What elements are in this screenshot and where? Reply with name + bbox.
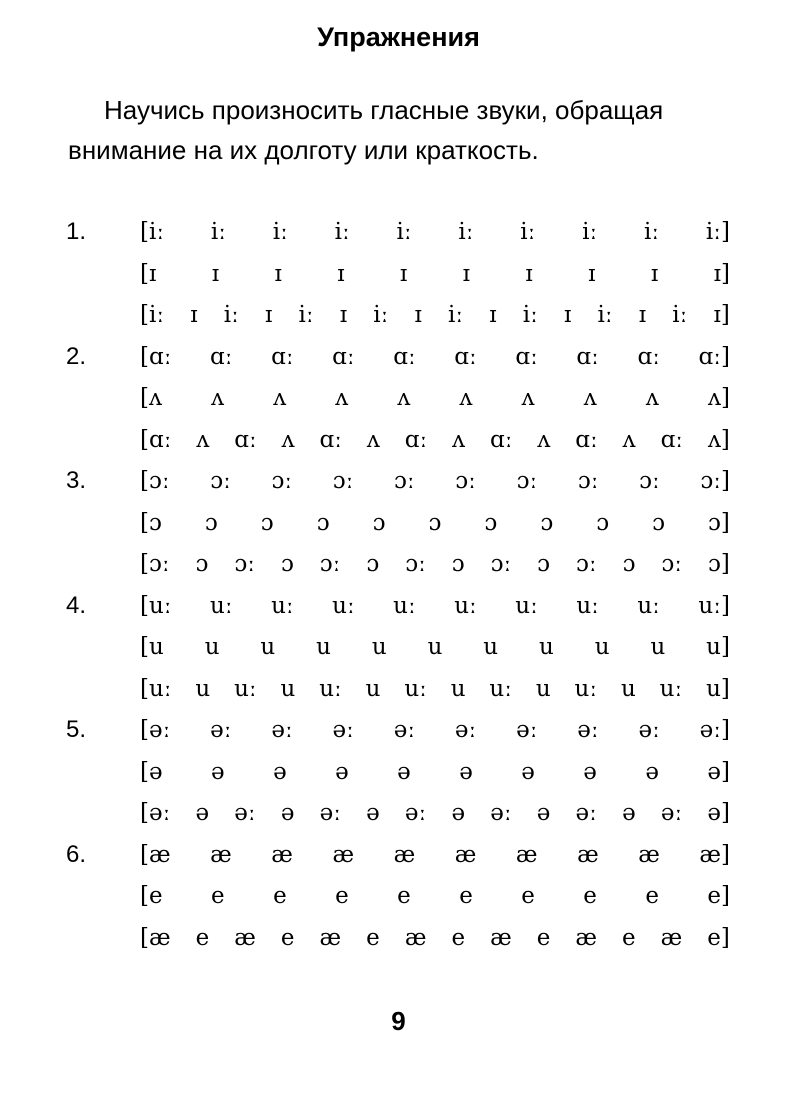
phonetic-symbol: ə xyxy=(536,800,551,826)
phonetic-symbol: əː xyxy=(319,800,341,826)
page-title: Упражнения xyxy=(317,22,480,52)
exercise-number: 4. xyxy=(66,591,87,619)
phonetic-symbol: [ɑː xyxy=(140,426,172,453)
phonetic-symbol: æ xyxy=(575,924,597,951)
phonetic-symbol: ɪ xyxy=(264,302,273,328)
phonetic-symbol: iː] xyxy=(705,219,730,245)
phonetic-symbol: ə xyxy=(211,758,225,785)
phonetic-symbol: ɑː xyxy=(319,426,342,453)
phonetic-symbol: ɔ xyxy=(622,551,636,577)
phonetic-symbol: ə xyxy=(335,758,349,785)
phonetic-symbol: ɪ xyxy=(339,302,348,328)
phonetic-symbol: əː xyxy=(575,800,597,826)
phonetic-symbol: [ʌ xyxy=(140,385,162,411)
phonetic-symbol: æ xyxy=(577,841,599,868)
phonetic-symbol: uː xyxy=(576,592,599,619)
phonetic-symbol: ɑː xyxy=(515,343,538,370)
phonetic-symbol: u] xyxy=(706,675,730,702)
phonetic-symbol: æ xyxy=(404,924,427,951)
phonetic-symbol: əː xyxy=(332,717,354,743)
phonetic-symbol: ʌ xyxy=(583,385,597,411)
phonetic-symbol: [ɑː xyxy=(140,343,172,370)
transcription-line xyxy=(140,503,730,543)
transcription-line xyxy=(140,461,730,501)
phonetic-symbol: əː xyxy=(490,800,512,826)
phonetic-symbol: æ xyxy=(660,924,683,951)
phonetic-symbol: ɔ xyxy=(195,551,209,577)
phonetic-symbol: ə xyxy=(397,758,411,785)
transcription-line xyxy=(140,544,730,584)
phonetic-symbol: u xyxy=(195,675,211,702)
phonetic-symbol: uː xyxy=(210,592,233,619)
phonetic-symbol: əː xyxy=(271,717,293,743)
phonetic-symbol: ə xyxy=(583,758,597,785)
phonetic-symbol: ə xyxy=(459,758,473,785)
phonetic-symbol: ɑː xyxy=(332,343,355,370)
phonetic-symbol: ɔː xyxy=(455,468,476,494)
transcription-line xyxy=(140,420,730,460)
transcription-line xyxy=(140,254,730,294)
phonetic-symbol: [iː xyxy=(140,219,165,245)
transcription-line xyxy=(140,793,730,833)
phonetic-symbol: əː xyxy=(234,800,256,826)
phonetic-symbol: ə xyxy=(280,800,295,826)
phonetic-symbol: ɪ xyxy=(650,260,659,287)
phonetic-symbol: e xyxy=(366,924,380,951)
exercise-number: 1. xyxy=(66,218,87,245)
phonetic-symbol: əː xyxy=(393,717,416,743)
phonetic-symbol: ɔː xyxy=(639,468,660,494)
phonetic-symbol: ɪ xyxy=(414,302,422,328)
phonetic-symbol: uː xyxy=(515,592,538,619)
phonetic-symbol: ɔː xyxy=(332,468,354,494)
page-number: 9 xyxy=(391,1006,406,1036)
phonetic-symbol: uː xyxy=(393,592,416,619)
phonetic-symbol: ɪ xyxy=(525,260,533,287)
phonetic-symbol: æ xyxy=(271,841,293,868)
phonetic-symbol: ɔ xyxy=(537,551,551,577)
phonetic-symbol: iː xyxy=(223,302,239,328)
phonetic-symbol: uː xyxy=(404,675,427,702)
phonetic-symbol: e] xyxy=(707,924,730,951)
phonetic-symbol: æ xyxy=(319,924,342,951)
phonetic-symbol: uː xyxy=(319,675,342,702)
phonetic-symbol: e xyxy=(280,924,295,951)
phonetic-symbol: ʌ xyxy=(397,385,411,411)
phonetic-symbol: iː xyxy=(458,219,474,245)
phonetic-symbol: [ɪ xyxy=(140,260,157,287)
phonetic-symbol: ɪ xyxy=(462,260,471,287)
phonetic-symbol: ə xyxy=(366,800,380,826)
phonetic-symbol: ʌ xyxy=(645,385,659,411)
phonetic-symbol: iː xyxy=(373,302,389,328)
phonetic-symbol: ɑː xyxy=(490,426,513,453)
phonetic-symbol: æ xyxy=(638,841,660,868)
phonetic-symbol: ɔː xyxy=(576,551,597,577)
transcription-line xyxy=(140,378,730,418)
phonetic-symbol: ɪ] xyxy=(713,260,730,287)
phonetic-symbol: ɪ] xyxy=(713,302,730,328)
phonetic-symbol: ʌ] xyxy=(707,426,730,453)
phonetic-symbol: ʌ xyxy=(459,385,473,411)
transcription-line xyxy=(140,337,730,377)
phonetic-symbol: ɪ xyxy=(563,302,572,328)
phonetic-symbol: u xyxy=(316,634,331,660)
phonetic-symbol: ɔ xyxy=(316,509,330,536)
phonetic-symbol: uː xyxy=(659,675,683,702)
phonetic-symbol: ɔː xyxy=(271,468,293,494)
phonetic-symbol: u] xyxy=(706,634,730,660)
phonetic-symbol: iː xyxy=(672,302,688,328)
phonetic-symbol: iː xyxy=(643,219,660,245)
phonetic-symbol: ɑː xyxy=(454,343,477,370)
phonetic-symbol: əː] xyxy=(699,717,730,743)
phonetic-symbol: iː xyxy=(447,302,464,328)
phonetic-symbol: ɔ] xyxy=(707,551,730,577)
phonetic-symbol: ɑː xyxy=(271,343,294,370)
transcription-line xyxy=(140,876,730,916)
phonetic-symbol: u xyxy=(371,634,387,660)
phonetic-symbol: uː xyxy=(489,675,512,702)
phonetic-symbol: ɔː xyxy=(405,551,426,577)
phonetic-symbol: ʌ] xyxy=(707,385,730,411)
phonetic-symbol: uː xyxy=(454,592,477,619)
phonetic-symbol: u xyxy=(204,634,220,660)
phonetic-symbol: u xyxy=(365,675,381,702)
phonetic-symbol: u xyxy=(650,634,666,660)
phonetic-symbol: e xyxy=(211,883,225,909)
phonetic-symbol: [æ xyxy=(140,924,171,951)
phonetic-symbol: iː xyxy=(520,219,536,245)
phonetic-symbol: ʌ xyxy=(196,426,210,453)
phonetic-symbol: [ɔː xyxy=(140,551,170,577)
phonetic-symbol: u xyxy=(535,675,551,702)
exercise-number: 3. xyxy=(66,467,87,494)
phonetic-symbol: ɔː xyxy=(394,468,415,494)
phonetic-symbol: ɪ xyxy=(399,260,408,287)
phonetic-symbol: e xyxy=(622,924,636,951)
phonetic-symbol: iː xyxy=(334,219,350,245)
phonetic-symbol: æ xyxy=(515,841,538,868)
phonetic-symbol: ɔ xyxy=(596,509,610,536)
phonetic-symbol: ɑː xyxy=(576,343,599,370)
phonetic-symbol: əː xyxy=(454,717,477,743)
phonetic-symbol: ɑː xyxy=(210,343,233,370)
transcription-line xyxy=(140,295,730,335)
transcription-line xyxy=(140,669,730,709)
transcription-line xyxy=(140,918,730,958)
phonetic-symbol: ɔː xyxy=(234,551,256,577)
phonetic-symbol: əː xyxy=(516,717,538,743)
phonetic-symbol: iː xyxy=(298,302,314,328)
phonetic-symbol: ɔː xyxy=(210,468,231,494)
phonetic-symbol: ə xyxy=(451,800,466,826)
phonetic-symbol: ɪ xyxy=(638,302,647,328)
phonetic-symbol: e xyxy=(397,883,411,909)
phonetic-symbol: [æ xyxy=(140,841,171,868)
phonetic-symbol: ɔ xyxy=(428,509,442,536)
phonetic-symbol: æ xyxy=(490,924,512,951)
phonetic-symbol: ɔː xyxy=(516,468,538,494)
phonetic-symbol: iː xyxy=(597,302,613,328)
phonetic-symbol: [u xyxy=(140,634,164,660)
phonetic-symbol: ɪ xyxy=(190,302,198,328)
phonetic-symbol: [uː xyxy=(140,675,172,702)
phonetic-symbol: u xyxy=(539,634,554,660)
phonetic-symbol: æ xyxy=(393,841,416,868)
phonetic-symbol: æ xyxy=(234,924,256,951)
phonetic-symbol: ɔː xyxy=(490,551,512,577)
phonetic-symbol: ə xyxy=(645,758,659,785)
phonetic-symbol: ɔ] xyxy=(708,509,730,536)
phonetic-symbol: ə xyxy=(622,800,636,826)
phonetic-symbol: ʌ xyxy=(211,385,225,411)
phonetic-symbol: ɔ xyxy=(280,551,294,577)
phonetic-symbol: u xyxy=(483,634,499,660)
transcription-line xyxy=(140,710,730,750)
phonetic-symbol: əː xyxy=(577,717,599,743)
exercise-number: 6. xyxy=(66,840,87,868)
phonetic-symbol: æ xyxy=(332,841,355,868)
phonetic-symbol: ə] xyxy=(707,800,730,826)
transcription-line xyxy=(140,212,730,252)
phonetic-symbol: e xyxy=(583,883,597,909)
phonetic-symbol: ɑː] xyxy=(698,343,730,370)
phonetic-symbol: uː xyxy=(332,592,355,619)
phonetic-symbol: ɔ xyxy=(451,551,465,577)
phonetic-symbol: u xyxy=(280,675,296,702)
phonetic-symbol: e xyxy=(521,883,535,909)
phonetic-symbol: iː xyxy=(522,302,538,328)
phonetic-symbol: iː xyxy=(210,219,226,245)
phonetic-symbol: e xyxy=(536,924,551,951)
phonetic-symbol: u xyxy=(427,634,443,660)
phonetic-symbol: ɔː] xyxy=(700,468,730,494)
phonetic-symbol: ɔ xyxy=(372,509,386,536)
phonetic-symbol: iː xyxy=(396,219,412,245)
phonetic-symbol: ɑː xyxy=(660,426,684,453)
phonetic-symbol: ɔ xyxy=(366,551,380,577)
phonetic-symbol: e xyxy=(459,883,473,909)
phonetic-symbol: ɔː xyxy=(577,468,599,494)
phonetic-symbol: ʌ xyxy=(273,385,287,411)
phonetic-symbol: æ xyxy=(454,841,477,868)
phonetic-symbol: ʌ xyxy=(335,385,349,411)
phonetic-symbol: ʌ xyxy=(366,426,380,453)
phonetic-symbol: [əː xyxy=(140,800,171,826)
phonetic-symbol: ə] xyxy=(707,758,730,785)
phonetic-symbol: ɔ xyxy=(260,509,274,536)
phonetic-symbol: ɑː xyxy=(637,343,660,370)
phonetic-symbol: u xyxy=(450,675,466,702)
phonetic-symbol: [e xyxy=(140,883,163,909)
phonetic-symbol: iː xyxy=(272,219,288,245)
phonetic-symbol: ɪ xyxy=(274,260,282,287)
phonetic-symbol: ɔ xyxy=(540,509,554,536)
phonetic-symbol: ɑː xyxy=(575,426,598,453)
phonetic-symbol: [ɔ xyxy=(140,509,162,536)
phonetic-symbol: ɪ xyxy=(489,302,497,328)
phonetic-symbol: uː xyxy=(574,675,598,702)
phonetic-symbol: e] xyxy=(707,883,730,909)
phonetic-symbol: [ɔː xyxy=(140,468,170,494)
phonetic-symbol: u xyxy=(620,675,636,702)
phonetic-symbol: ɔ xyxy=(652,509,666,536)
phonetic-symbol: ə xyxy=(521,758,535,785)
phonetic-symbol: əː xyxy=(404,800,427,826)
exercise-number: 2. xyxy=(66,342,87,370)
phonetic-symbol: ʌ xyxy=(452,426,466,453)
transcription-line xyxy=(140,835,730,875)
phonetic-symbol: [əː xyxy=(140,717,171,743)
phonetic-symbol: uː] xyxy=(698,592,730,619)
transcription-line xyxy=(140,752,730,792)
phonetic-symbol: e xyxy=(195,924,210,951)
phonetic-symbol: e xyxy=(451,924,466,951)
exercise-number: 5. xyxy=(66,716,87,743)
phonetic-symbol: ʌ xyxy=(281,426,295,453)
phonetic-symbol: iː xyxy=(582,219,598,245)
phonetic-symbol: ɑː xyxy=(393,343,416,370)
phonetic-symbol: æ xyxy=(210,841,232,868)
phonetic-symbol: əː xyxy=(660,800,683,826)
phonetic-symbol: e xyxy=(335,883,349,909)
phonetic-symbol: [ə xyxy=(140,758,163,785)
phonetic-symbol: [iː xyxy=(140,302,165,328)
phonetic-symbol: ɔː xyxy=(319,551,341,577)
phonetic-symbol: ɔ xyxy=(484,509,498,536)
phonetic-symbol: ɪ xyxy=(211,260,220,287)
phonetic-symbol: ə xyxy=(273,758,287,785)
transcription-line xyxy=(140,586,730,626)
phonetic-symbol: ɔː xyxy=(661,551,683,577)
phonetic-symbol: əː xyxy=(210,717,232,743)
phonetic-symbol: e xyxy=(645,883,659,909)
transcription-line xyxy=(140,627,730,667)
phonetic-symbol: ʌ xyxy=(521,385,535,411)
phonetic-symbol: uː xyxy=(271,592,294,619)
phonetic-symbol: ɪ xyxy=(337,260,345,287)
phonetic-symbol: e xyxy=(273,883,287,909)
phonetic-symbol: u xyxy=(260,634,276,660)
phonetic-symbol: ɪ xyxy=(588,260,596,287)
phonetic-symbol: ɔ xyxy=(204,509,218,536)
phonetic-symbol: ɑː xyxy=(234,426,257,453)
phonetic-symbol: uː xyxy=(234,675,257,702)
phonetic-symbol: ʌ xyxy=(622,426,636,453)
phonetic-symbol: æ] xyxy=(699,841,730,868)
phonetic-symbol: əː xyxy=(638,717,660,743)
phonetic-symbol: [uː xyxy=(140,592,172,619)
phonetic-symbol: ʌ xyxy=(537,426,551,453)
phonetic-symbol: ə xyxy=(195,800,210,826)
phonetic-symbol: u xyxy=(594,634,610,660)
phonetic-symbol: uː xyxy=(637,592,660,619)
exercise-instruction: Научись произносить гласные звуки, обращая внимание на их долготу или краткость. xyxy=(68,95,664,165)
phonetic-symbol: ɑː xyxy=(404,426,428,453)
